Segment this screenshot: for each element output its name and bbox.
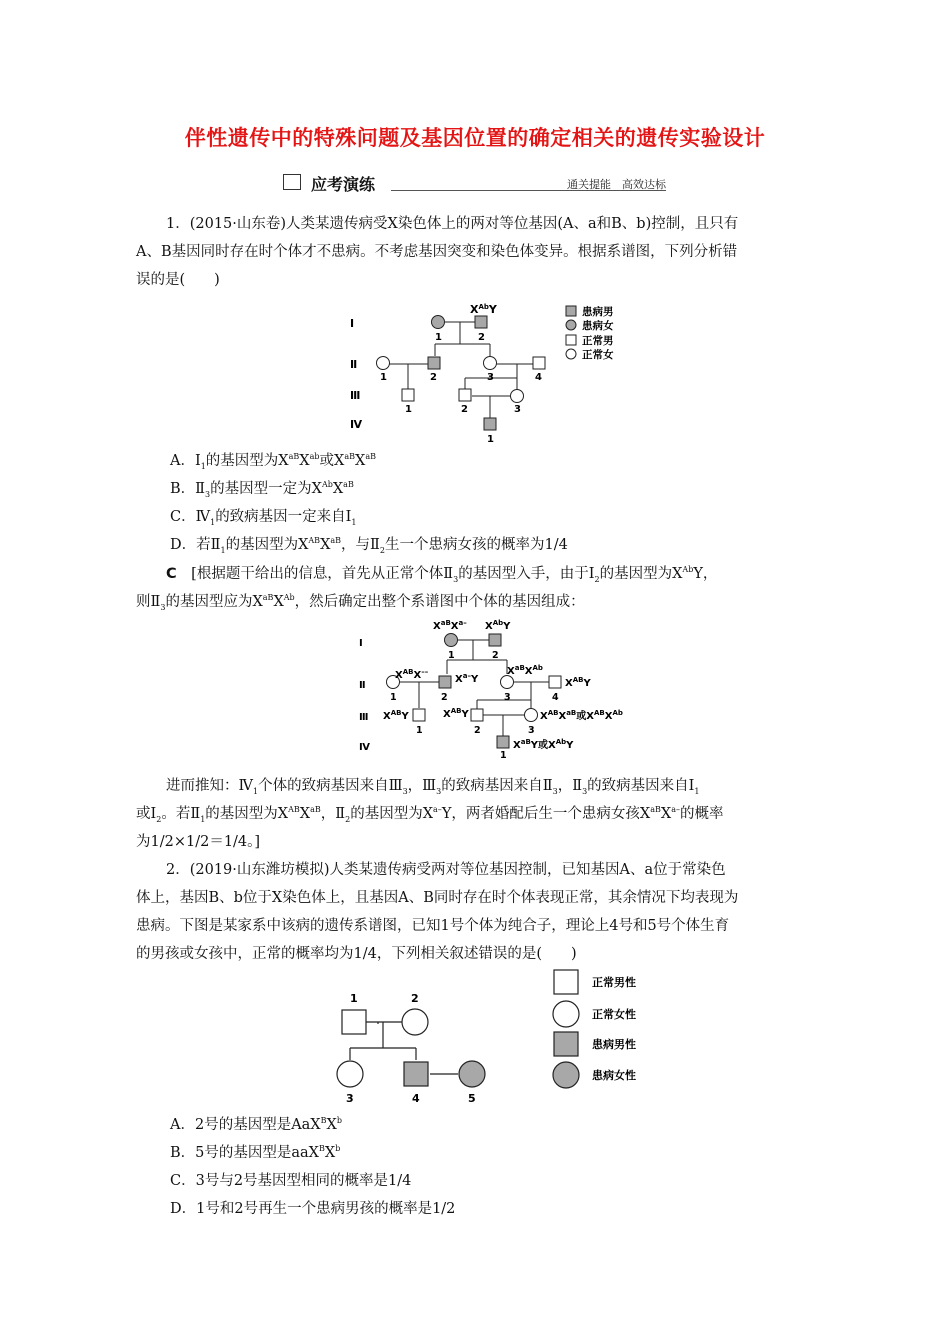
q2-stem-line1: 2．(2019·山东潍坊模拟)人类某遗传病受两对等位基因控制，已知基因A、a位于常染色 [166, 862, 726, 878]
svg-text:正常女性: 正常女性 [592, 1008, 636, 1021]
q2-stem-line3: 患病。下图是某家系中该病的遗传系谱图，已知1号个体为纯合子，理论上4号和5号个体生育 [136, 918, 730, 934]
svg-text:2: 2 [474, 725, 481, 736]
q1-inference-line2: 或$Ⅰ_2$。若$Ⅱ_1$的基因型为$X^{AB}X^{aB}$，$Ⅱ_2$的基因型为$X^{a-}Y$，两者婚配后生一个患病女孩$X^{aB}X^{a-}$的概率 [136, 805, 724, 824]
q1-stem-line3: 误的是( ) [136, 272, 220, 288]
svg-text:患病男性: 患病男性 [592, 1038, 636, 1051]
svg-text:XAbY: $X^{Ab}Y$ [485, 619, 511, 632]
q1-stem-line1: 1．(2015·山东卷)人类某遗传病受X染色体上的两对等位基因(A、a和B、b)控制，且只有 [166, 216, 739, 232]
svg-text:3: 3 [528, 725, 535, 736]
svg-text:1: 1 [487, 434, 494, 445]
svg-text:1: 1 [435, 332, 442, 343]
q1-option-b: B．$Ⅱ_3$的基因型一定为$X^{Ab}X^{aB}$ [170, 480, 354, 499]
svg-text:Ⅱ: Ⅱ [359, 680, 366, 691]
svg-text:1: 1 [380, 372, 387, 383]
svg-text:1: 1 [390, 692, 397, 703]
ped1-legend [566, 306, 576, 359]
ped1-I2 [475, 316, 487, 328]
svg-text:1: 1 [405, 404, 412, 415]
svg-text:XAbY: $X^{Ab}Y$ [470, 303, 497, 316]
ped1-II4 [533, 357, 545, 369]
q2-stem-line4: 的男孩或女孩中，正常的概率均为1/4，下列相关叙述错误的是( ) [136, 946, 577, 962]
ped1-II1 [377, 357, 390, 370]
svg-text:4: 4 [552, 692, 559, 703]
svg-text:XaBXa–: $X^{aB}X^{a-}$ [433, 619, 467, 632]
ped3-legend [553, 970, 579, 1088]
svg-text:XABY: $X^{AB}Y$ [383, 709, 409, 722]
q1-answer: C [166, 566, 177, 582]
svg-text:正常男性: 正常男性 [592, 976, 636, 989]
svg-text:2: 2 [492, 650, 499, 661]
svg-text:患病女性: 患病女性 [592, 1069, 636, 1082]
banner-right: 通关提能 高效达标 [567, 178, 666, 191]
svg-text:患病女: 患病女 [582, 320, 614, 332]
svg-text:2: 2 [430, 372, 437, 383]
svg-text:3: 3 [346, 1092, 354, 1105]
ped1-II2 [428, 357, 440, 369]
svg-text:Ⅳ: Ⅳ [359, 742, 370, 753]
svg-text:XABXaB或XABXAb: $X^{AB}X^{aB}$或$X^{AB}X^{Ab}$ [540, 709, 623, 722]
svg-text:5: 5 [468, 1092, 476, 1105]
svg-text:XaBY或XAbY: $X^{aB}Y$或$X^{Ab}Y$ [513, 738, 574, 751]
pedigree-2 [355, 616, 625, 758]
ped1-gen-I: Ⅰ [350, 317, 355, 330]
svg-text:XaBXAb: $X^{aB}X^{Ab}$ [507, 664, 543, 677]
q1-explanation-line1: C [根据题干给出的信息，首先从正常个体$Ⅱ_3$的基因型入手，由于$Ⅰ_2$的基因型为$X^{Ab}Y$， [166, 565, 718, 584]
pedigree-1 [340, 300, 640, 450]
svg-text:1: 1 [500, 750, 507, 758]
q2-option-c: C．3号与2号基因型相同的概率是1/4 [170, 1173, 412, 1189]
ped1-gen-II: Ⅱ [350, 358, 358, 371]
ped1-III1 [402, 389, 414, 401]
svg-text:1: 1 [350, 992, 358, 1005]
svg-text:2: 2 [441, 692, 448, 703]
svg-text:XABY: $X^{AB}Y$ [565, 676, 591, 689]
q1-option-a: A．$Ⅰ_1$的基因型为$X^{aB}X^{ab}$或$X^{aB}X^{aB}$ [170, 452, 376, 471]
svg-text:患病男: 患病男 [582, 306, 614, 318]
ped1-III2 [459, 389, 471, 401]
ped1-III3 [511, 390, 524, 403]
banner-label: 应考演练 [311, 175, 376, 194]
svg-text:4: 4 [535, 372, 542, 383]
svg-text:2: 2 [478, 332, 485, 343]
q1-option-c: C．$Ⅳ_1$的致病基因一定来自$Ⅰ_1$ [170, 509, 357, 527]
q2-option-d: D．1号和2号再生一个患病男孩的概率是1/2 [170, 1201, 456, 1217]
ped1-IV1 [484, 418, 496, 430]
pedigree-3 [320, 968, 660, 1108]
q2-option-a: A．2号的基因型是$AaX^BX^b$ [170, 1116, 342, 1133]
svg-text:4: 4 [412, 1092, 420, 1105]
svg-text:正常女: 正常女 [582, 349, 614, 361]
page-title: 伴性遗传中的特殊问题及基因位置的确定相关的遗传实验设计 [184, 126, 766, 150]
svg-text:2: 2 [411, 992, 419, 1005]
svg-text:Ⅲ: Ⅲ [359, 712, 369, 723]
ped1-gen-IV: Ⅳ [350, 418, 363, 431]
q1-explanation-line2: 则$Ⅱ_3$的基因型应为$X^{aB}X^{Ab}$，然后确定出整个系谱图中个体的基因组成： [136, 593, 585, 612]
svg-text:Xa–Y: $X^{a-}Y$ [455, 672, 479, 685]
ped1-II3 [484, 357, 497, 370]
svg-text:XABY: $X^{AB}Y$ [443, 707, 469, 720]
svg-text:3: 3 [487, 372, 494, 383]
banner-icon [283, 174, 301, 190]
svg-text:1: 1 [448, 650, 455, 661]
ped1-gen-III: Ⅲ [350, 389, 361, 402]
q2-stem-line2: 体上，基因B、b位于X染色体上，且基因A、B同时存在时个体表现正常，其余情况下均表现为 [136, 890, 739, 906]
q1-inference-line1: 进而推知：$Ⅳ_1$个体的致病基因来自$Ⅲ_3$，$Ⅲ_3$的致病基因来自$Ⅱ_3$，$Ⅱ_3$的致病基因来自$Ⅰ_1$ [166, 778, 700, 796]
svg-text:正常男: 正常男 [582, 335, 614, 347]
q1-option-d: D．若$Ⅱ_1$的基因型为$X^{AB}X^{aB}$，与$Ⅱ_2$生一个患病女孩的概率为1/4 [170, 536, 568, 555]
svg-text:3: 3 [504, 692, 511, 703]
svg-text:2: 2 [461, 404, 468, 415]
svg-text:3: 3 [514, 404, 521, 415]
svg-text:1: 1 [416, 725, 423, 736]
svg-text:Ⅰ: Ⅰ [359, 638, 363, 649]
svg-text:XABX––: $X^{AB}X^{--}$ [395, 668, 429, 681]
q2-option-b: B．5号的基因型是$aaX^BX^b$ [170, 1144, 341, 1161]
q1-inference-line3: 为1/2×1/2＝1/4。] [136, 834, 261, 850]
ped1-I1 [432, 316, 445, 329]
section-banner [283, 172, 666, 194]
q1-stem-line2: A、B基因同时存在时个体才不患病。不考虑基因突变和染色体变异。根据系谱图，下列分析错 [136, 244, 738, 260]
